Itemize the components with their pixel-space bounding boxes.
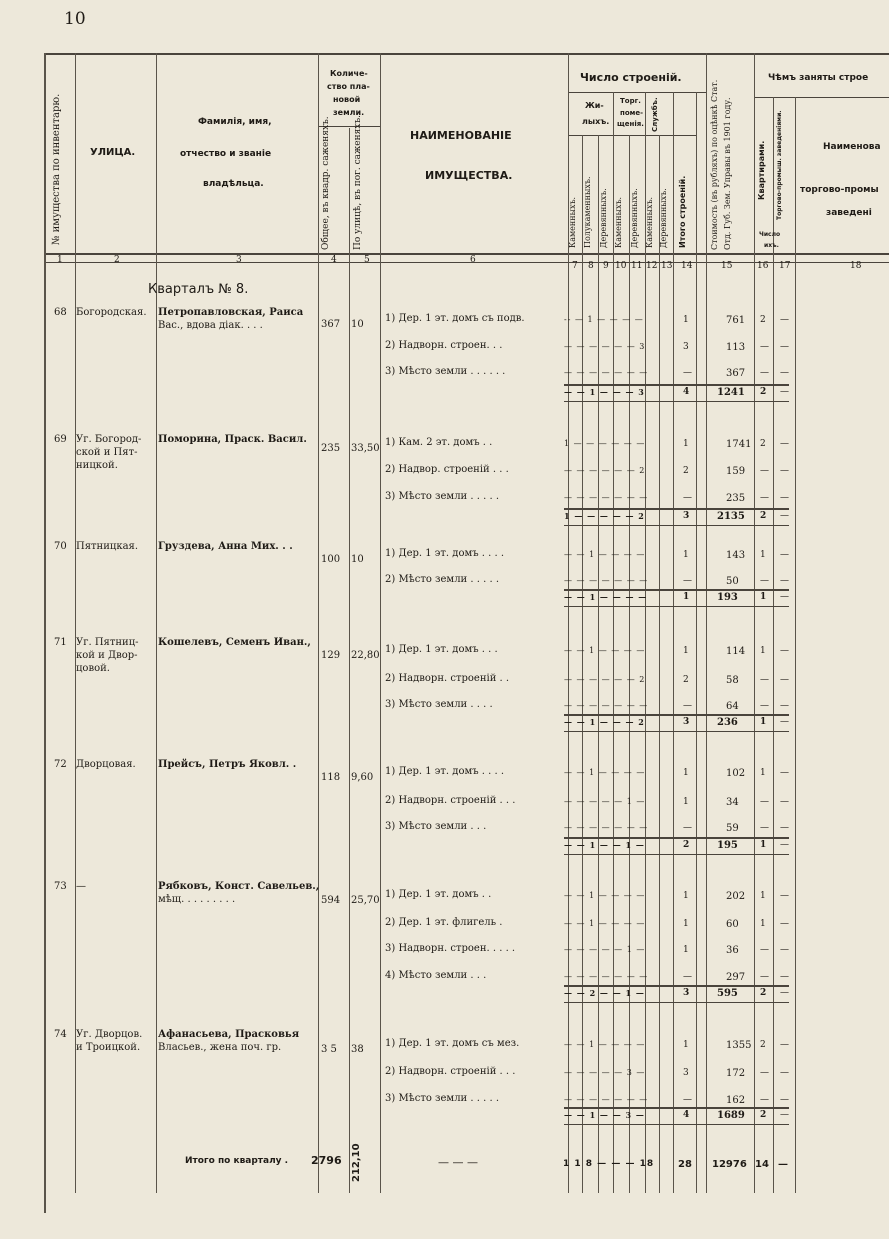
colnum-3: 3 <box>236 255 242 265</box>
header-occupied: Чѣмъ заняты строе <box>768 73 869 83</box>
item-trade: — <box>780 701 789 711</box>
colnum-11: 11 <box>631 261 643 271</box>
header-land-3: новой <box>333 95 361 104</box>
item-total: — <box>683 823 692 833</box>
item-cost: 59 <box>726 823 739 834</box>
item-marks: — — — — — 1 — <box>564 797 646 806</box>
item-marks: — — — — — — — <box>564 368 649 377</box>
colnum-12: 12 <box>646 261 658 271</box>
item-total: — <box>683 493 692 503</box>
item-total: 1 <box>683 919 689 929</box>
item-marks: — — — — — — — <box>564 972 649 981</box>
entry-frontage: 22,80 <box>351 650 380 661</box>
colnum-6: 6 <box>470 255 476 265</box>
entry-area: 367 <box>321 319 341 330</box>
item-cost: 114 <box>726 646 746 657</box>
colnum-5: 5 <box>364 255 370 265</box>
item-trade: — <box>780 315 789 325</box>
header-sub-13: Деревянныхъ. <box>659 188 668 248</box>
subtotal-trade: — <box>780 840 789 850</box>
item-apartments: 1 <box>760 891 766 901</box>
item-total: 1 <box>683 891 689 901</box>
subtotal-apartments: 1 <box>760 840 767 850</box>
quarter-title: Кварталъ № 8. <box>148 282 249 297</box>
item-marks: — — — — — — — <box>564 576 649 585</box>
item-trade: — <box>780 1095 789 1105</box>
item-apartments: 1 <box>760 550 766 560</box>
entry-number: 68 <box>54 307 67 318</box>
header-property-1: НАИМЕНОВАНІЕ <box>410 129 512 142</box>
header-sub-10: Каменныхъ. <box>614 196 623 248</box>
subtotal-marks: — — 1 — — — 3 <box>564 387 645 397</box>
item-apartments: 2 <box>760 439 766 449</box>
item-cost: 159 <box>726 466 746 477</box>
header-sub-12: Каменныхъ. <box>645 196 654 248</box>
entry-owner: мѣщ. . . . . . . . . <box>158 894 236 905</box>
header-sub-11: Деревянныхъ. <box>630 188 639 248</box>
entry-frontage: 25,70 <box>351 895 380 906</box>
colnum-13: 13 <box>661 261 673 271</box>
colnum-10: 10 <box>615 261 627 271</box>
subtotal-total: 2 <box>683 840 690 850</box>
colnum-9: 9 <box>603 261 609 271</box>
item-label: 3) Надворн. строен. . . . . <box>385 943 516 954</box>
subtotal-cost: 236 <box>717 717 738 728</box>
subtotal-rule <box>564 1124 789 1125</box>
subtotal-rule <box>564 1002 789 1003</box>
entry-frontage: 33,50 <box>351 443 380 454</box>
subtotal-rule <box>564 384 789 386</box>
item-trade: — <box>780 891 789 901</box>
item-trade: — <box>780 576 789 586</box>
header-owner-1: Фамилія, имя, <box>198 117 272 127</box>
subtotal-marks: — — 2 — — 1 — <box>564 988 645 998</box>
item-total: 1 <box>683 768 689 778</box>
quarter-total-label: Итого по кварталу . <box>185 1156 289 1166</box>
item-total: 2 <box>683 675 689 685</box>
subtotal-total: 3 <box>683 717 690 727</box>
item-marks: -- — 1 — — — — <box>564 315 644 324</box>
entry-area: 129 <box>321 650 341 661</box>
item-apartments: — <box>760 945 769 955</box>
entry-street: Уг. Пятниц- <box>76 637 139 648</box>
colnum-15: 15 <box>721 261 733 271</box>
header-owner-2: отчество и званіе <box>180 149 272 159</box>
item-apartments: — <box>760 797 769 807</box>
item-cost: 162 <box>726 1095 746 1106</box>
item-marks: — — 1 — — — — <box>564 550 646 559</box>
subtotal-marks: — — 1 — — — — <box>564 592 648 602</box>
item-marks: — — 1 — — — — <box>564 768 646 777</box>
item-trade: — <box>780 439 789 449</box>
header-total-buildings: Итого строеній. <box>678 175 687 248</box>
quarter-total-total: 28 <box>678 1159 692 1170</box>
item-trade: — <box>780 368 789 378</box>
entry-street: Богородская. <box>76 307 147 318</box>
entry-street: ской и Пят- <box>76 447 138 458</box>
header-area: Общее, въ квадр. саженяхъ. <box>321 116 331 250</box>
subtotal-apartments: 1 <box>760 592 767 602</box>
item-apartments: — <box>760 823 769 833</box>
item-marks: — — — — — — 2 <box>564 466 646 475</box>
item-marks: 1 — — — — — — <box>564 439 646 448</box>
colnum-8: 8 <box>588 261 594 271</box>
header-sub-7: Каменныхъ. <box>568 196 577 248</box>
entry-street: кой и Двор- <box>76 650 138 661</box>
subtotal-rule <box>564 606 789 607</box>
item-total: 1 <box>683 646 689 656</box>
item-apartments: 2 <box>760 1040 766 1050</box>
item-cost: 297 <box>726 972 746 983</box>
header-sub-8: Полукаменныхъ. <box>583 176 592 248</box>
header-land-4: земли. <box>333 108 365 117</box>
item-label: 2) Дер. 1 эт. флигель . <box>385 917 503 928</box>
item-trade: — <box>780 466 789 476</box>
entry-number: 69 <box>54 434 67 445</box>
item-cost: 34 <box>726 797 739 808</box>
subtotal-rule <box>564 985 789 987</box>
colnum-4: 4 <box>331 255 337 265</box>
item-apartments: — <box>760 1068 769 1078</box>
header-land-2: ство пла- <box>327 82 370 91</box>
entry-owner: Поморина, Праск. Васил. <box>158 434 307 445</box>
header-services: Службъ. <box>651 97 659 132</box>
item-total: 3 <box>683 342 689 352</box>
item-total: — <box>683 576 692 586</box>
subtotal-trade: — <box>780 387 789 397</box>
item-trade: — <box>780 550 789 560</box>
item-cost: 64 <box>726 701 739 712</box>
entry-area: 3 5 <box>321 1044 337 1055</box>
item-cost: 36 <box>726 945 739 956</box>
entry-street: цовой. <box>76 663 110 674</box>
subtotal-apartments: 2 <box>760 1110 767 1120</box>
item-total: 3 <box>683 1068 689 1078</box>
item-label: 3) Мѣсто земли . . . . . . <box>385 366 506 377</box>
entry-street: Уг. Дворцов. <box>76 1029 143 1040</box>
item-trade: — <box>780 945 789 955</box>
item-label: 2) Надворн. строен. . . <box>385 340 503 351</box>
header-trade-name-2: торгово-промы <box>800 185 879 195</box>
quarter-total-area: 2796 <box>311 1154 342 1167</box>
subtotal-rule <box>564 525 789 526</box>
item-label: 3) Мѣсто земли . . . <box>385 821 487 832</box>
item-apartments: 1 <box>760 768 766 778</box>
quarter-total-apartments: 14 <box>755 1159 769 1170</box>
entry-frontage: 38 <box>351 1044 364 1055</box>
quarter-total-marks: 1 1 8 — — — 18 <box>563 1159 655 1169</box>
colnum-17: 17 <box>779 261 791 271</box>
item-cost: 102 <box>726 768 746 779</box>
entry-owner: Рябковъ, Конст. Савельев., <box>158 881 320 892</box>
entry-owner: Кошелевъ, Семенъ Иван., <box>158 637 311 648</box>
header-owner-3: владѣльца. <box>203 179 264 189</box>
item-marks: — — 1 — — — — <box>564 1040 646 1049</box>
item-trade: — <box>780 1068 789 1078</box>
entry-owner: Груздева, Анна Мих. . . <box>158 541 293 552</box>
item-apartments: — <box>760 576 769 586</box>
entry-frontage: 10 <box>351 319 364 330</box>
header-count-2: ихъ. <box>764 242 779 249</box>
item-total: 1 <box>683 945 689 955</box>
item-cost: 202 <box>726 891 746 902</box>
item-label: 2) Надворн. строеній . . . <box>385 795 516 806</box>
item-total: 1 <box>683 439 689 449</box>
entry-area: 594 <box>321 895 341 906</box>
subtotal-rule <box>564 731 789 732</box>
item-trade: — <box>780 823 789 833</box>
subtotal-cost: 1241 <box>717 387 745 398</box>
header-cost: Стоимость (въ рубляхъ) по оцѣнкѣ Стат. Отд. Губ. Зем. Управы въ 1901 году. <box>710 79 732 250</box>
item-label: 1) Кам. 2 эт. домъ . . <box>385 437 493 448</box>
item-marks: — — — — — — 2 <box>564 675 646 684</box>
item-marks: — — — — — — — <box>564 701 649 710</box>
item-cost: 58 <box>726 675 739 686</box>
item-marks: — — — — — 1 — <box>564 945 646 954</box>
subtotal-trade: — <box>780 1110 789 1120</box>
item-apartments: 1 <box>760 919 766 929</box>
item-marks: — — — — — — — <box>564 493 649 502</box>
entry-street: — <box>76 881 86 892</box>
item-cost: 235 <box>726 493 746 504</box>
item-cost: 60 <box>726 919 739 930</box>
item-trade: — <box>780 342 789 352</box>
colnum-7: 7 <box>572 261 578 271</box>
colnum-2: 2 <box>114 255 120 265</box>
item-cost: 367 <box>726 368 746 379</box>
item-apartments: — <box>760 701 769 711</box>
item-total: — <box>683 701 692 711</box>
item-apartments: — <box>760 1095 769 1105</box>
entry-number: 71 <box>54 637 67 648</box>
item-trade: — <box>780 768 789 778</box>
colnum-1: 1 <box>57 255 63 265</box>
entry-owner: Афанасьева, Прасковья <box>158 1029 300 1040</box>
item-label: 1) Дер. 1 эт. домъ съ подв. <box>385 313 525 324</box>
item-label: 3) Мѣсто земли . . . . <box>385 699 493 710</box>
subtotal-total: 1 <box>683 592 690 602</box>
colnum-16: 16 <box>757 261 769 271</box>
subtotal-cost: 195 <box>717 840 738 851</box>
item-trade: — <box>780 646 789 656</box>
quarter-total-cost: 12976 <box>712 1159 747 1170</box>
header-street: УЛИЦА. <box>90 147 136 158</box>
entry-number: 74 <box>54 1029 67 1040</box>
entry-owner: Вас., вдова діак. . . . <box>158 320 263 331</box>
subtotal-apartments: 1 <box>760 717 767 727</box>
subtotal-trade: — <box>780 988 789 998</box>
entry-area: 118 <box>321 772 341 783</box>
header-trade-1: Торг. <box>620 97 641 105</box>
item-apartments: — <box>760 493 769 503</box>
header-trade-name-3: заведені <box>826 208 872 218</box>
item-total: 1 <box>683 550 689 560</box>
header-trade-2: поме- <box>620 109 644 117</box>
colnum-14: 14 <box>681 261 693 271</box>
item-label: 4) Мѣсто земли . . . <box>385 970 487 981</box>
item-trade: — <box>780 1040 789 1050</box>
item-apartments: — <box>760 466 769 476</box>
item-cost: 113 <box>726 342 746 353</box>
subtotal-total: 4 <box>683 1110 690 1120</box>
item-cost: 761 <box>726 315 746 326</box>
header-sub-9: Деревянныхъ. <box>599 188 608 248</box>
subtotal-cost: 595 <box>717 988 738 999</box>
item-marks: — — — — — — — <box>564 1095 649 1104</box>
header-residential-2: лыхъ. <box>582 117 610 126</box>
entry-street: и Троицкой. <box>76 1042 141 1053</box>
item-trade: — <box>780 972 789 982</box>
item-label: 2) Надворн. строеній . . . <box>385 1066 516 1077</box>
item-total: — <box>683 1095 692 1105</box>
item-total: — <box>683 972 692 982</box>
subtotal-trade: — <box>780 511 789 521</box>
subtotal-total: 4 <box>683 387 690 397</box>
page-number: 10 <box>64 9 86 29</box>
subtotal-rule <box>564 854 789 855</box>
subtotal-rule <box>564 837 789 839</box>
item-marks: — — — — — 3 — <box>564 1068 646 1077</box>
subtotal-cost: 1689 <box>717 1110 745 1121</box>
item-trade: — <box>780 797 789 807</box>
subtotal-marks: 1 — — — — — 2 <box>564 511 645 521</box>
entry-number: 73 <box>54 881 67 892</box>
item-label: 1) Дер. 1 эт. домъ . . . <box>385 644 498 655</box>
subtotal-apartments: 2 <box>760 511 767 521</box>
entry-street: Дворцовая. <box>76 759 136 770</box>
header-land-1: Количе- <box>330 69 368 78</box>
quarter-total-dashes: — — — <box>438 1156 478 1169</box>
header-trade-name-1: Наименова <box>823 142 881 152</box>
subtotal-marks: — — 1 — — 3 — <box>564 1110 645 1120</box>
entry-street: Уг. Богород- <box>76 434 142 445</box>
item-trade: — <box>780 675 789 685</box>
subtotal-rule <box>564 589 789 591</box>
entry-area: 100 <box>321 554 341 565</box>
header-residential-1: Жи- <box>585 101 604 110</box>
item-marks: — — — — — — 3 <box>564 342 646 351</box>
entry-owner: Прейсъ, Петръ Яковл. . <box>158 759 297 770</box>
entry-owner: Петропавловская, Раиса <box>158 307 304 318</box>
header-apartments: Квартирами. <box>757 140 766 200</box>
header-trade-3: щенія. <box>617 120 644 128</box>
header-property-2: ИМУЩЕСТВА. <box>425 169 513 182</box>
subtotal-trade: — <box>780 592 789 602</box>
entry-number: 72 <box>54 759 67 770</box>
item-apartments: — <box>760 972 769 982</box>
item-apartments: — <box>760 368 769 378</box>
item-apartments: — <box>760 675 769 685</box>
item-cost: 172 <box>726 1068 746 1079</box>
item-total: 1 <box>683 315 689 325</box>
subtotal-rule <box>564 1107 789 1109</box>
item-label: 1) Дер. 1 эт. домъ . . . . <box>385 548 505 559</box>
entry-owner: Власьев., жена поч. гр. <box>158 1042 282 1053</box>
subtotal-rule <box>564 401 789 402</box>
subtotal-apartments: 2 <box>760 387 767 397</box>
item-trade: — <box>780 919 789 929</box>
item-label: 3) Мѣсто земли . . . . . <box>385 1093 499 1104</box>
quarter-total-trade: — <box>778 1159 788 1170</box>
subtotal-marks: — — 1 — — — 2 <box>564 717 645 727</box>
item-cost: 50 <box>726 576 739 587</box>
entry-street: Пятницкая. <box>76 541 139 552</box>
item-label: 1) Дер. 1 эт. домъ . . <box>385 889 492 900</box>
item-apartments: 1 <box>760 646 766 656</box>
entry-frontage: 9,60 <box>351 772 374 783</box>
subtotal-apartments: 2 <box>760 988 767 998</box>
item-label: 2) Мѣсто земли . . . . . <box>385 574 499 585</box>
subtotal-rule <box>564 508 789 510</box>
entry-frontage: 10 <box>351 554 364 565</box>
item-cost: 1741 <box>726 439 752 450</box>
item-label: 1) Дер. 1 эт. домъ . . . . <box>385 766 505 777</box>
subtotal-marks: — — 1 — — 1 — <box>564 840 645 850</box>
header-inventory-number: № имущества по инвентарю. <box>51 93 62 245</box>
item-apartments: 2 <box>760 315 766 325</box>
item-marks: — — — — — — — <box>564 823 649 832</box>
header-count-1: Число <box>759 231 781 238</box>
header-trade-establishments: Торгово-промыш. заведеніями. <box>776 110 783 220</box>
header-frontage: По улицѣ, въ пог. саженяхъ. <box>353 115 363 250</box>
item-total: 1 <box>683 797 689 807</box>
subtotal-trade: — <box>780 717 789 727</box>
item-marks: — — 1 — — — — <box>564 646 646 655</box>
item-total: — <box>683 368 692 378</box>
quarter-total-frontage: 212,10 <box>351 1143 362 1182</box>
item-label: 2) Надворн. строеній . . <box>385 673 510 684</box>
entry-street: ницкой. <box>76 460 118 471</box>
item-label: 1) Дер. 1 эт. домъ съ мез. <box>385 1038 520 1049</box>
item-cost: 1355 <box>726 1040 752 1051</box>
item-label: 3) Мѣсто земли . . . . . <box>385 491 499 502</box>
colnum-18: 18 <box>850 261 862 271</box>
subtotal-total: 3 <box>683 511 690 521</box>
entry-area: 235 <box>321 443 341 454</box>
item-total: 1 <box>683 1040 689 1050</box>
item-label: 2) Надвор. строеній . . . <box>385 464 509 475</box>
item-apartments: — <box>760 342 769 352</box>
item-cost: 143 <box>726 550 746 561</box>
subtotal-rule <box>564 714 789 716</box>
subtotal-cost: 2135 <box>717 511 745 522</box>
subtotal-total: 3 <box>683 988 690 998</box>
item-trade: — <box>780 493 789 503</box>
item-marks: — — 1 — — — — <box>564 891 646 900</box>
header-buildings: Число строеній. <box>580 71 682 84</box>
item-marks: — — 1 — — — — <box>564 919 646 928</box>
subtotal-cost: 193 <box>717 592 738 603</box>
entry-number: 70 <box>54 541 67 552</box>
item-total: 2 <box>683 466 689 476</box>
